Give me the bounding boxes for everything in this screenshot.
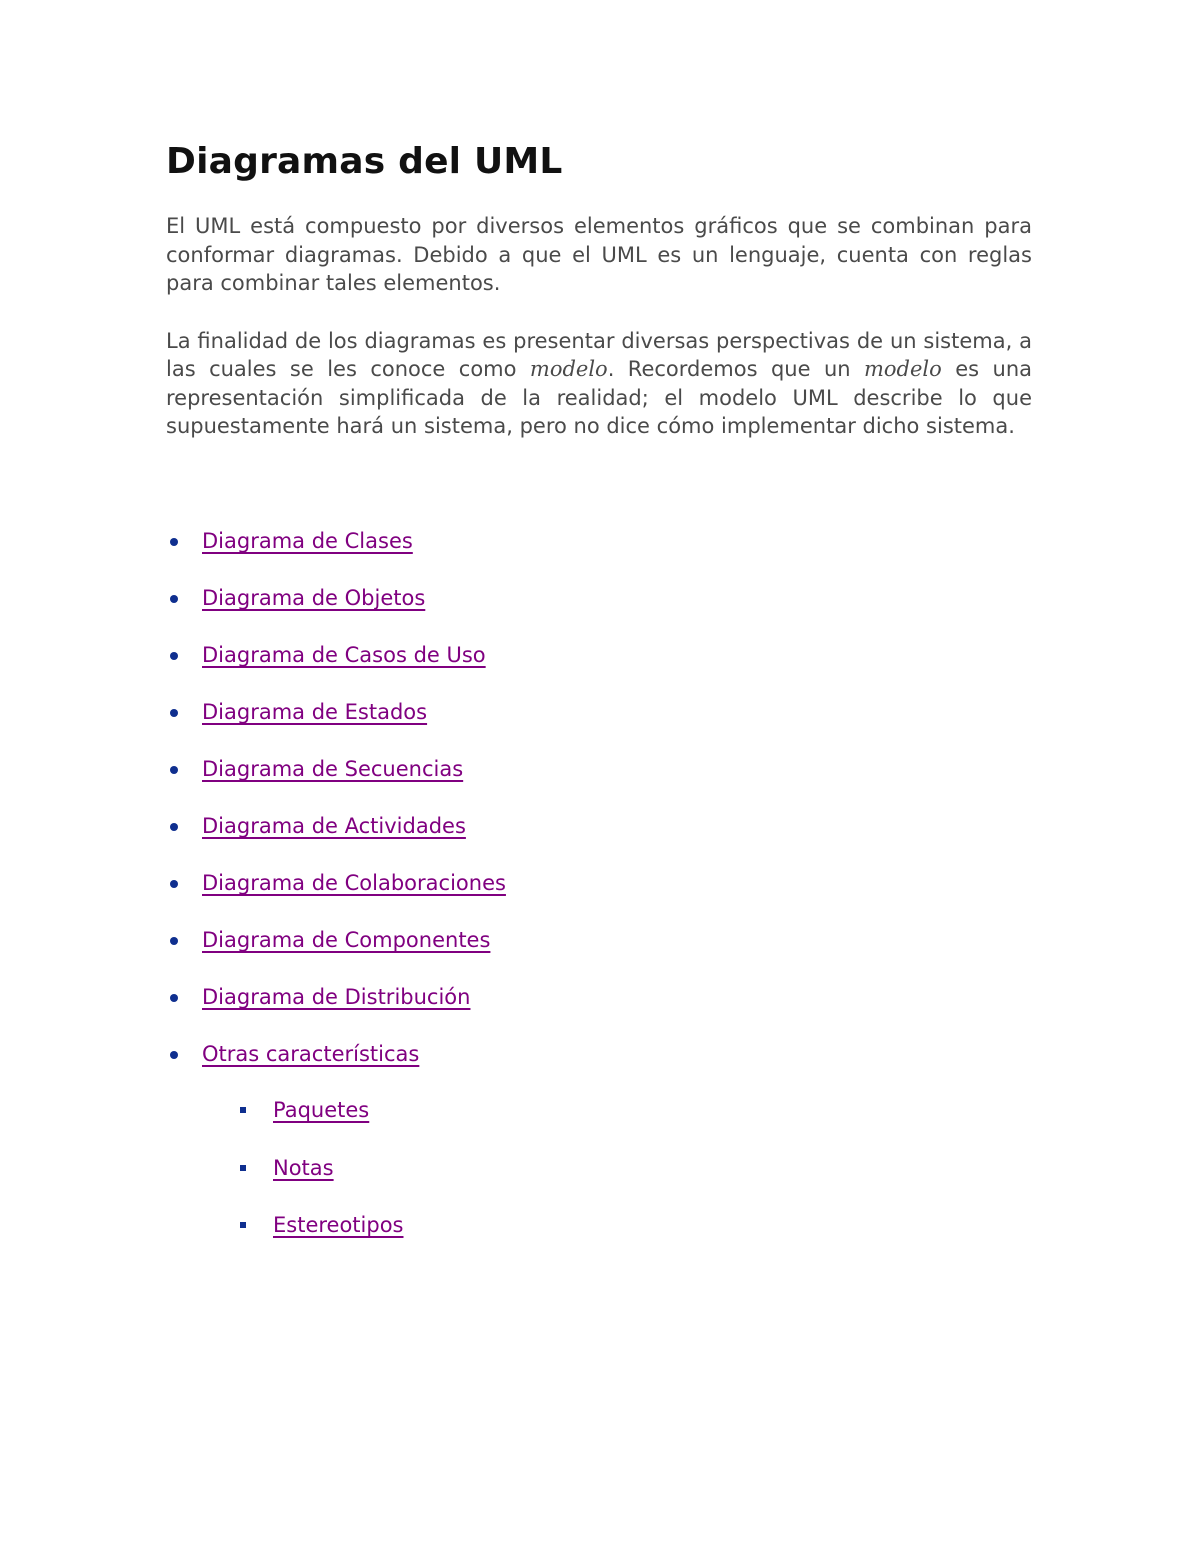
intro-paragraph: El UML está compuesto por diversos elementos gráficos que se combinan para conformar diagramas. Debido a que el UML es un lenguaje, cuenta con reglas para combinar tales elementos.	[166, 214, 1032, 295]
list-item-otras-caracteristicas	[166, 1035, 1032, 1092]
list-item-distribucion	[166, 978, 1032, 1035]
bullet-disc-icon	[170, 595, 178, 603]
list-item-casos-de-uso	[166, 636, 1032, 693]
list-item-actividades	[166, 807, 1032, 864]
link-notas[interactable]: Notas	[273, 1155, 334, 1180]
modelo-emphasis-1: modelo	[529, 357, 608, 381]
sublist-item-paquetes	[166, 1091, 1032, 1149]
list-item-estados	[166, 693, 1032, 750]
list-item-secuencias	[166, 750, 1032, 807]
bullet-square-icon	[240, 1165, 246, 1171]
bullet-disc-icon	[170, 994, 178, 1002]
link-paquetes[interactable]: Paquetes	[273, 1098, 370, 1122]
characteristics-sublist	[166, 1091, 1032, 1264]
link-diagrama-distribucion[interactable]: Diagrama de Distribución	[202, 985, 471, 1009]
link-otras-caracteristicas[interactable]: Otras características	[202, 1042, 420, 1066]
link-diagrama-colaboraciones[interactable]: Diagrama de Colaboraciones	[202, 871, 506, 895]
bullet-disc-icon	[170, 1051, 178, 1059]
sublist-item-notas	[166, 1149, 1032, 1207]
list-item-componentes	[166, 921, 1032, 978]
purpose-text-1: La finalidad de los diagramas es presentar diversas perspectivas de un sistema, a las cuales se les conoce como	[166, 328, 1032, 381]
link-estereotipos[interactable]: Estereotipos	[273, 1213, 404, 1237]
purpose-text-2: . Recordemos que un	[607, 357, 864, 381]
link-diagrama-estados[interactable]: Diagrama de Estados	[202, 700, 428, 724]
bullet-disc-icon	[170, 823, 178, 831]
bullet-disc-icon	[170, 937, 178, 945]
page-title: Diagramas del UML	[166, 141, 563, 182]
diagram-link-list	[166, 522, 1032, 1092]
bullet-square-icon	[240, 1107, 246, 1113]
bullet-disc-icon	[170, 652, 178, 660]
bullet-disc-icon	[170, 880, 178, 888]
link-diagrama-secuencias[interactable]: Diagrama de Secuencias	[202, 757, 464, 781]
list-item-clases	[166, 522, 1032, 579]
link-diagrama-componentes[interactable]: Diagrama de Componentes	[202, 928, 491, 952]
bullet-disc-icon	[170, 538, 178, 546]
bullet-square-icon	[240, 1222, 246, 1228]
list-item-objetos	[166, 579, 1032, 636]
link-diagrama-clases[interactable]: Diagrama de Clases	[202, 529, 413, 553]
bullet-disc-icon	[170, 709, 178, 717]
bullet-disc-icon	[170, 766, 178, 774]
list-item-colaboraciones	[166, 864, 1032, 921]
link-diagrama-casos-de-uso[interactable]: Diagrama de Casos de Uso	[202, 643, 486, 667]
document-body	[166, 138, 1032, 441]
purpose-text-3: es una representación simplificada de la realidad; el modelo UML describe lo que supuestamente hará un sistema, pero no dice cómo implementar dicho sistema.	[166, 357, 1033, 438]
sublist-item-estereotipos	[166, 1206, 1032, 1264]
modelo-emphasis-2: modelo	[864, 357, 942, 381]
link-diagrama-actividades[interactable]: Diagrama de Actividades	[202, 814, 466, 838]
link-diagrama-objetos[interactable]: Diagrama de Objetos	[202, 586, 426, 610]
purpose-paragraph	[166, 327, 1032, 441]
